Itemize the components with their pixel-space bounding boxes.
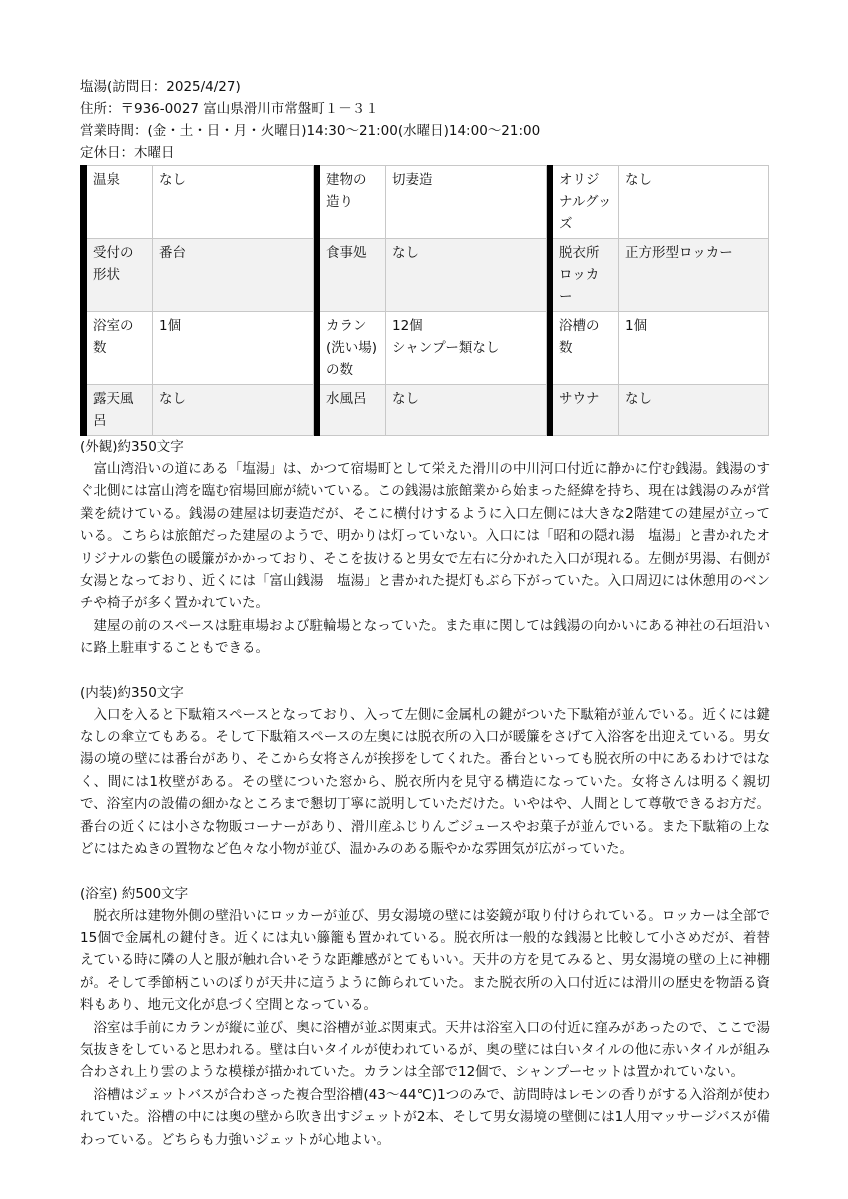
fact-label: 水風呂 xyxy=(320,385,386,436)
section-exterior xyxy=(80,436,770,660)
hours-line: 営業時間：(金・土・日・月・火曜日)14:30〜21:00(水曜日)14:00〜21:00 xyxy=(80,123,541,139)
fact-label: オリジナルグッズ xyxy=(553,166,619,239)
section-bathroom xyxy=(80,883,770,1151)
paragraph: 入口を入ると下駄箱スペースとなっており、入って左側に金属札の鍵がついた下駄箱が並んでいる。近くには鍵なしの傘立てもある。そして下駄箱スペースの左奥には脱衣所の入口が暖簾をさげて入浴客を出迎えている。男女湯の境の壁には番台があり、そこから女将さんが挨拶をしてくれた。番台といっても脱衣所の中にあるわけではなく、間には1枚壁がある。その壁についた窓から、脱衣所内を見守る構造になっていた。女将さんは明るく親切で、浴室内の設備の細かなところまで懇切丁寧に説明していただけた。いやはや、人間として尊敬できるお方だ。番台の近くには小さな物販コーナーがあり、滑川産ふじりんごジュースやお菓子が並んでいる。また下駄箱の上などにはたぬきの置物など色々な小物が並び、温かみのある賑やかな雰囲気が広がっていた。 xyxy=(80,706,770,858)
fact-value: 1個 xyxy=(619,312,769,385)
fact-value: なし xyxy=(153,385,314,436)
facts-row xyxy=(81,385,769,436)
fact-label: 脱衣所ロッカー xyxy=(553,239,619,312)
facts-row xyxy=(81,239,769,312)
fact-value: 1個 xyxy=(153,312,314,385)
fact-value: 正方形型ロッカー xyxy=(619,239,769,312)
fact-label: 受付の形状 xyxy=(87,239,153,312)
fact-value: なし xyxy=(619,385,769,436)
section-interior xyxy=(80,682,770,861)
facts-row xyxy=(81,166,769,239)
paragraph: 浴槽はジェットバスが合わさった複合型浴槽(43〜44℃)1つのみで、訪問時はレモンの香りがする入浴剤が使われていた。浴槽の中には奥の壁から吹き出すジェットが2本、そして男女湯境の壁側には1人用マッサージバスが備わっている。どちらも力強いジェットが心地よい。 xyxy=(80,1086,770,1148)
address-line: 住所：〒936-0027 富山県滑川市常盤町１－３１ xyxy=(80,101,379,117)
facts-table xyxy=(80,165,769,436)
sections xyxy=(80,436,770,1151)
page-title: 塩湯(訪問日：2025/4/27) xyxy=(80,79,241,95)
section-heading: (内装)約350文字 xyxy=(80,684,184,701)
fact-value: 番台 xyxy=(153,239,314,312)
fact-label: カラン(洗い場)の数 xyxy=(320,312,386,385)
paragraph: 富山湾沿いの道にある「塩湯」は、かつて宿場町として栄えた滑川の中川河口付近に静かに佇む銭湯。銭湯のすぐ北側には富山湾を臨む宿場回廊が続いている。この銭湯は旅館業から始まった経緯を持ち、現在は銭湯のみが営業を続けている。銭湯の建屋は切妻造だが、そこに横付けするように入口左側には大きな2階建ての建屋が立っている。こちらは旅館だった建屋のようで、明かりは灯っていない。入口には「昭和の隠れ湯 塩湯」と書かれたオリジナルの紫色の暖簾がかかっており、そこを抜けると男女で左右に分かれた入口が現れる。左側が男湯、右側が女湯となっており、近くには「富山銭湯 塩湯」と書かれた提灯もぶら下がっていた。入口周辺には休憩用のベンチや椅子が多く置かれていた。 xyxy=(80,461,770,612)
fact-value: なし xyxy=(386,239,547,312)
section-heading: (浴室) 約500文字 xyxy=(80,885,189,902)
fact-value: 12個 シャンプー類なし xyxy=(386,312,547,385)
paragraph: 浴室は手前にカランが縦に並び、奥に浴槽が並ぶ関東式。天井は浴室入口の付近に窪みがあったので、ここで湯気抜きをしていると思われる。壁は白いタイルが使われているが、奥の壁には白いタイルの他に赤いタイルが組み合わされ上り雲のような模様が描かれていた。カランは全部で12個で、シャンプーセットは置かれていない。 xyxy=(80,1019,770,1081)
fact-label: 浴室の数 xyxy=(87,312,153,385)
fact-value: 切妻造 xyxy=(386,166,547,239)
document-page xyxy=(80,76,770,1151)
fact-label: 温泉 xyxy=(87,166,153,239)
fact-label: 建物の造り xyxy=(320,166,386,239)
fact-label: 浴槽の数 xyxy=(553,312,619,385)
fact-value: なし xyxy=(153,166,314,239)
fact-label: 露天風呂 xyxy=(87,385,153,436)
fact-value: なし xyxy=(619,166,769,239)
fact-label: 食事処 xyxy=(320,239,386,312)
section-heading: (外観)約350文字 xyxy=(80,439,184,455)
paragraph: 建屋の前のスペースは駐車場および駐輪場となっていた。また車に関しては銭湯の向かいにある神社の石垣沿いに路上駐車することもできる。 xyxy=(80,617,770,657)
closed-day-line: 定休日：木曜日 xyxy=(80,145,175,161)
facts-row xyxy=(81,312,769,385)
fact-value: なし xyxy=(386,385,547,436)
paragraph: 脱衣所は建物外側の壁沿いにロッカーが並び、男女湯境の壁には姿鏡が取り付けられている。ロッカーは全部で15個で金属札の鍵付き。近くには丸い籐籠も置かれている。脱衣所は一般的な銭湯と比較して小さめだが、着替えている時に隣の人と服が触れ合いそうな距離感がとてもいい。天井の方を見てみると、男女湯境の壁の上に神棚が。そして季節柄こいのぼりが天井に這うように飾られていた。また脱衣所の入口付近には滑川の歴史を物語る資料もあり、地元文化が息づく空間となっている。 xyxy=(80,907,770,1014)
fact-label: サウナ xyxy=(553,385,619,436)
